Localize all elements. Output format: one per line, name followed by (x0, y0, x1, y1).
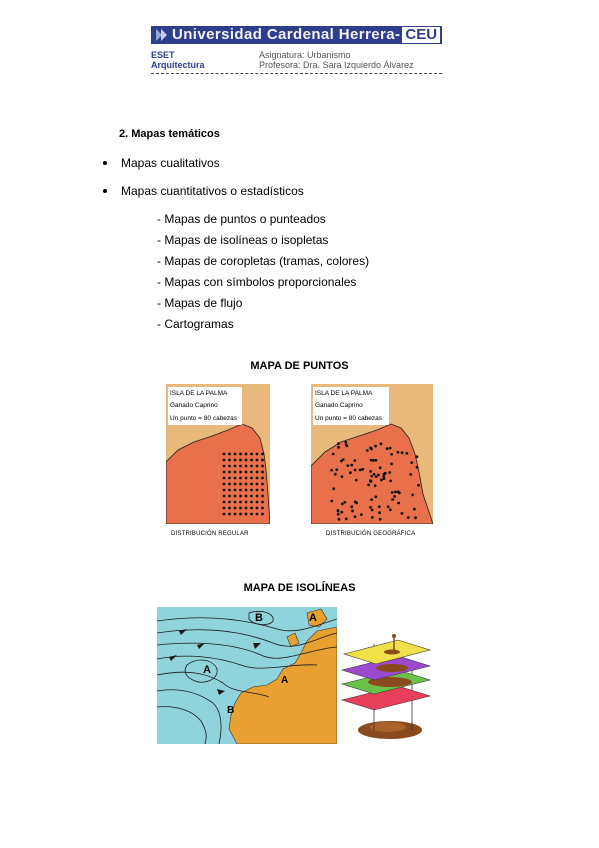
dot-marker (341, 503, 344, 506)
dot-marker (261, 453, 264, 456)
dot-marker (228, 513, 231, 516)
dot-marker (234, 489, 237, 492)
dot-marker (250, 459, 253, 462)
dot-marker (330, 469, 333, 472)
header-divider (151, 73, 442, 74)
dot-marker (223, 477, 226, 480)
dot-marker (369, 447, 372, 450)
dot-marker (401, 451, 404, 454)
dot-marker (250, 465, 253, 468)
dot-marker (245, 465, 248, 468)
dot-marker (250, 477, 253, 480)
dot-map-title: MAPA DE PUNTOS (250, 360, 349, 372)
dot-marker (380, 479, 383, 482)
dot-marker (234, 507, 237, 510)
dot-marker (228, 477, 231, 480)
dot-marker (379, 518, 382, 521)
dot-marker (384, 472, 387, 475)
isoline-layers-diagram (338, 630, 438, 750)
document-header (151, 26, 442, 74)
dot-marker (388, 471, 391, 474)
dot-marker (261, 501, 264, 504)
dot-marker (256, 465, 259, 468)
dot-marker (407, 516, 410, 519)
dot-marker (370, 475, 373, 478)
dot-marker (245, 513, 248, 516)
dot-marker (228, 483, 231, 486)
dot-marker (375, 459, 378, 462)
dot-marker (261, 477, 264, 480)
dot-marker (369, 479, 372, 482)
dot-marker (256, 501, 259, 504)
dot-marker (397, 502, 400, 505)
dot-marker (414, 516, 417, 519)
dot-marker (239, 465, 242, 468)
dot-marker (391, 498, 394, 501)
dot-marker (377, 474, 380, 477)
subitem: - Mapas con símbolos proporcionales (157, 275, 357, 289)
dot-marker (332, 487, 335, 490)
dot-marker (389, 447, 392, 450)
dot-marker (228, 471, 231, 474)
dot-marker (378, 511, 381, 514)
dot-marker (234, 483, 237, 486)
dot-marker (340, 511, 343, 514)
dot-marker (250, 489, 253, 492)
dot-marker (239, 453, 242, 456)
bullet-icon (103, 161, 107, 165)
dot-marker (387, 505, 390, 508)
dot-marker (397, 491, 400, 494)
dot-marker (228, 459, 231, 462)
dot-marker (351, 510, 354, 513)
subitem: - Mapas de puntos o punteados (157, 212, 326, 226)
dot-marker (239, 501, 242, 504)
dot-marker (261, 471, 264, 474)
dot-marker (239, 477, 242, 480)
dot-marker (370, 498, 373, 501)
ceu-badge: CEU (402, 27, 440, 43)
dot-marker (261, 507, 264, 510)
dot-marker (401, 512, 404, 515)
dot-marker (391, 491, 394, 494)
dot-marker (228, 495, 231, 498)
dot-marker (375, 475, 378, 478)
map-line1: ISLA DE LA PALMA (170, 390, 228, 397)
dot-marker (250, 501, 253, 504)
map-line2: Ganado Caprino (315, 402, 363, 409)
dot-marker (416, 466, 419, 469)
dot-marker (250, 471, 253, 474)
map-line1: ISLA DE LA PALMA (315, 390, 373, 397)
dot-marker (353, 459, 356, 462)
dot-marker (261, 513, 264, 516)
dot-marker (239, 495, 242, 498)
dot-marker (256, 489, 259, 492)
dot-marker (250, 483, 253, 486)
dot-marker (223, 489, 226, 492)
dot-marker (390, 463, 393, 466)
dot-marker (344, 441, 347, 444)
dot-marker (245, 477, 248, 480)
dot-marker (346, 464, 349, 467)
dot-map-geographic (311, 384, 435, 524)
dot-marker (223, 471, 226, 474)
bullet-text: Mapas cuantitativos o estadísticos (121, 184, 304, 198)
dot-marker (337, 513, 340, 516)
dot-marker (228, 465, 231, 468)
subject-label: Asignatura: Urbanismo (259, 50, 351, 60)
dot-marker (245, 495, 248, 498)
dot-marker (337, 442, 340, 445)
dot-marker (334, 473, 337, 476)
dot-marker (354, 515, 357, 518)
dot-marker (228, 489, 231, 492)
dot-marker (256, 471, 259, 474)
subitem: - Mapas de flujo (157, 296, 243, 310)
isoline-weather-map (157, 607, 337, 749)
dot-marker (345, 518, 348, 521)
dot-marker (239, 489, 242, 492)
dot-marker (223, 465, 226, 468)
dot-marker (256, 495, 259, 498)
dot-marker (374, 495, 377, 498)
dot-marker (245, 483, 248, 486)
dot-marker (335, 468, 338, 471)
dot-marker (413, 508, 416, 511)
dot-marker (354, 500, 357, 503)
dot-marker (223, 513, 226, 516)
dot-marker (369, 506, 372, 509)
dot-marker (393, 495, 396, 498)
dot-marker (234, 459, 237, 462)
dot-marker (366, 449, 369, 452)
dot-marker (256, 459, 259, 462)
university-banner (151, 26, 442, 44)
dot-marker (371, 516, 374, 519)
dot-marker (239, 471, 242, 474)
dot-marker (337, 446, 340, 449)
professor-label: Profesora: Dra. Sara Izquierdo Álvarez (259, 60, 414, 70)
dot-marker (228, 453, 231, 456)
dot-marker (367, 484, 370, 487)
dot-marker (416, 455, 419, 458)
university-logo-icon (154, 26, 170, 44)
dot-marker (390, 453, 393, 456)
dot-marker (373, 473, 376, 476)
dot-marker (349, 471, 352, 474)
dot-marker (383, 477, 386, 480)
dot-marker (228, 507, 231, 510)
bullet-item (103, 184, 304, 198)
dot-marker (261, 465, 264, 468)
dot-marker (239, 507, 242, 510)
dot-marker (389, 508, 392, 511)
dot-marker (245, 501, 248, 504)
dot-marker (330, 500, 333, 503)
dot-marker (250, 507, 253, 510)
dot-marker (332, 453, 335, 456)
dot-marker (343, 501, 346, 504)
dot-marker (256, 513, 259, 516)
section-title: 2. Mapas temáticos (119, 128, 220, 140)
isoline-map-title: MAPA DE ISOLÍNEAS (243, 582, 356, 594)
dot-marker (245, 459, 248, 462)
dot-marker (360, 513, 363, 516)
dot-marker (245, 507, 248, 510)
dot-marker (256, 483, 259, 486)
dot-marker (389, 480, 392, 483)
dot-marker (228, 501, 231, 504)
dot-marker (223, 507, 226, 510)
university-name: Universidad Cardenal Herrera- (172, 26, 401, 43)
dot-marker (234, 495, 237, 498)
dot-marker (261, 495, 264, 498)
dot-marker (223, 483, 226, 486)
dot-marker (406, 452, 409, 455)
dot-marker (411, 494, 414, 497)
dot-marker (369, 470, 372, 473)
dot-marker (409, 473, 412, 476)
map-line3: Un punto = 80 cabezas (170, 415, 238, 422)
dot-map-caption: DISTRIBUCIÓN REGULAR (171, 531, 249, 537)
dot-marker (341, 475, 344, 478)
dot-marker (394, 491, 397, 494)
bullet-icon (103, 189, 107, 193)
dot-marker (250, 495, 253, 498)
dot-marker (239, 513, 242, 516)
dot-marker (245, 471, 248, 474)
dot-marker (371, 509, 374, 512)
dot-marker (245, 453, 248, 456)
dot-marker (234, 477, 237, 480)
dot-marker (386, 447, 389, 450)
dot-marker (239, 459, 242, 462)
map-line3: Un punto = 80 cabezas (315, 415, 383, 422)
dot-marker (234, 501, 237, 504)
dot-marker (234, 513, 237, 516)
dot-marker (378, 505, 381, 508)
dot-marker (361, 468, 364, 471)
dot-marker (345, 444, 348, 447)
dot-map-caption: DISTRIBUCIÓN GEOGRÁFICA (326, 531, 416, 537)
dot-marker (372, 459, 375, 462)
dot-marker (379, 466, 382, 469)
bullet-item (103, 156, 220, 170)
degree-label: Arquitectura (151, 60, 205, 70)
dot-marker (256, 477, 259, 480)
dot-marker (410, 461, 413, 464)
dot-marker (250, 453, 253, 456)
dot-marker (342, 458, 345, 461)
dot-marker (250, 513, 253, 516)
dot-marker (374, 445, 377, 448)
dot-marker (355, 479, 358, 482)
low-pressure-label: B (227, 705, 235, 716)
dot-marker (350, 464, 353, 467)
high-pressure-label: A (203, 664, 211, 676)
map-line2: Ganado Caprino (170, 402, 218, 409)
dot-marker (374, 484, 377, 487)
dot-marker (234, 453, 237, 456)
dot-marker (417, 484, 420, 487)
dot-marker (261, 459, 264, 462)
bullet-text: Mapas cualitativos (121, 156, 220, 170)
subitem: - Mapas de coropletas (tramas, colores) (157, 254, 370, 268)
dot-marker (337, 509, 340, 512)
dot-marker (261, 483, 264, 486)
high-pressure-label: A (281, 675, 289, 686)
school-label: ESET (151, 50, 175, 60)
dot-marker (350, 505, 353, 508)
dot-marker (261, 489, 264, 492)
dot-marker (223, 495, 226, 498)
dot-marker (354, 469, 357, 472)
dot-marker (223, 453, 226, 456)
dot-marker (239, 483, 242, 486)
low-pressure-label: B (255, 612, 263, 624)
dot-marker (223, 459, 226, 462)
dot-marker (359, 469, 362, 472)
dot-marker (380, 443, 383, 446)
dot-marker (397, 451, 400, 454)
dot-marker (234, 471, 237, 474)
dot-marker (234, 465, 237, 468)
dot-marker (338, 518, 341, 521)
dot-marker (256, 507, 259, 510)
subitem: - Cartogramas (157, 317, 234, 331)
dot-marker (256, 453, 259, 456)
high-pressure-label: A (309, 612, 317, 624)
dot-marker (223, 501, 226, 504)
dot-map-regular (166, 384, 290, 524)
subitem: - Mapas de isolíneas o isopletas (157, 233, 329, 247)
dot-marker (245, 489, 248, 492)
